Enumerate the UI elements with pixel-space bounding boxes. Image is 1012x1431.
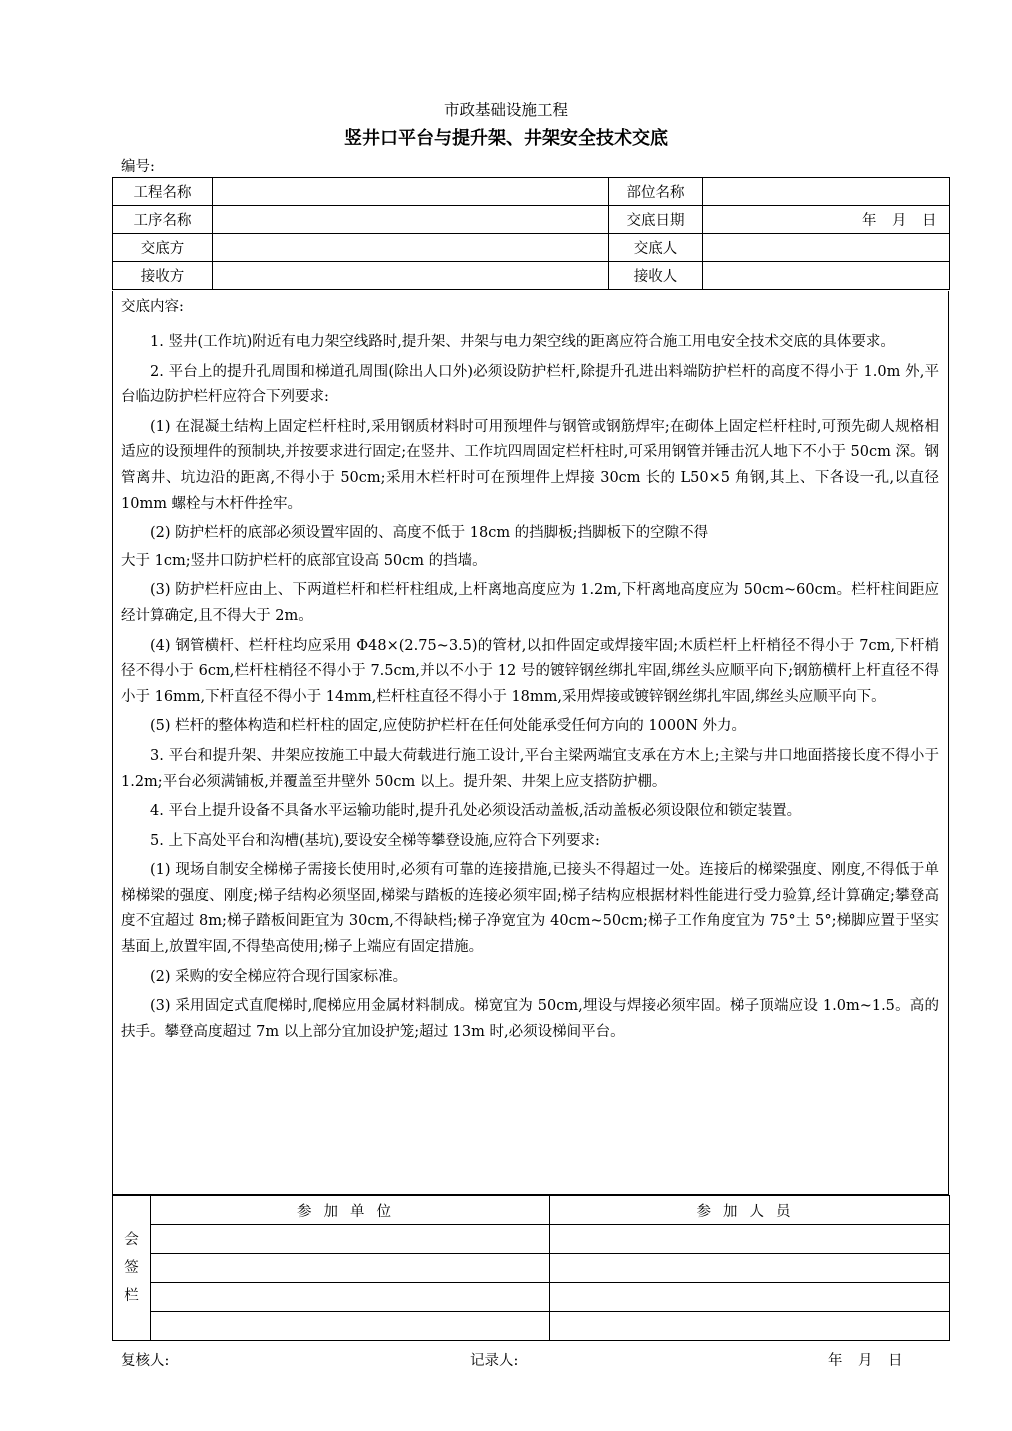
part-name-field[interactable] bbox=[703, 178, 950, 206]
content-paragraph: (5) 栏杆的整体构造和栏杆柱的固定,应使防护栏杆在任何处能承受任何方向的 1000N 外力。 bbox=[150, 718, 747, 735]
receiver-label: 接收人 bbox=[609, 262, 703, 290]
participating-people-field[interactable] bbox=[550, 1312, 950, 1341]
briefing-date-label: 交底日期 bbox=[609, 206, 703, 234]
giver-field[interactable] bbox=[703, 234, 950, 262]
table-row bbox=[113, 1254, 950, 1283]
table-row bbox=[113, 262, 950, 290]
process-name-label: 工序名称 bbox=[113, 206, 213, 234]
table-row bbox=[113, 1225, 950, 1254]
footer-date: 年 月 日 bbox=[828, 1353, 903, 1369]
table-row bbox=[113, 1196, 950, 1225]
reviewer-label: 复核人: bbox=[121, 1353, 170, 1369]
content-paragraph: (4) 钢管横杆、栏杆柱均应采用 Φ48×(2.75~3.5)的管材,以扣件固定或焊接牢固;木质栏杆上杆梢径不得小于 7cm,下杆梢径不得小于 6cm,栏杆柱梢径不得小于 7.5cm,并以不小于 12 号的镀锌钢丝绑扎牢固,绑丝头应顺平向下;钢筋横杆上杆直径不得小于 16mm,下杆直径不得小于 14mm,栏杆柱直径不得小于 18mm,采用焊接或镀锌钢丝绑扎牢固,绑丝头应顺平向下。 bbox=[121, 637, 939, 705]
participating-people-header: 参加人员 bbox=[550, 1196, 950, 1225]
table-row bbox=[113, 206, 950, 234]
content-paragraph: 3. 平台和提升架、井架应按施工中最大荷载进行施工设计,平台主梁两端宜支承在方木上;主梁与井口地面搭接长度不得小于 1.2m;平台必须满铺板,并覆盖至井壁外 50cm 以上。提升架、井架上应支搭防护棚。 bbox=[121, 747, 939, 790]
signoff-vertical-label: 会 签 栏 bbox=[113, 1196, 151, 1341]
participating-unit-field[interactable] bbox=[151, 1225, 550, 1254]
table-row bbox=[113, 1283, 950, 1312]
giver-side-field[interactable] bbox=[213, 234, 609, 262]
content-paragraph: 大于 1cm;竖井口防护栏杆的底部宜设高 50cm 的挡墙。 bbox=[121, 552, 487, 569]
giver-label: 交底人 bbox=[609, 234, 703, 262]
part-name-label: 部位名称 bbox=[609, 178, 703, 206]
content-paragraph: 4. 平台上提升设备不具备水平运输功能时,提升孔处必须设活动盖板,活动盖板必须设限位和锁定装置。 bbox=[150, 803, 802, 820]
table-row bbox=[113, 234, 950, 262]
participating-unit-field[interactable] bbox=[151, 1254, 550, 1283]
receiver-field[interactable] bbox=[703, 262, 950, 290]
project-name-field[interactable] bbox=[213, 178, 609, 206]
receiver-side-label: 接收方 bbox=[113, 262, 213, 290]
participating-people-field[interactable] bbox=[550, 1283, 950, 1312]
content-paragraph: (2) 防护栏杆的底部必须设置牢固的、高度不低于 18cm 的挡脚板;挡脚板下的空隙不得 bbox=[150, 525, 709, 542]
process-name-field[interactable] bbox=[213, 206, 609, 234]
serial-number-label: 编号: bbox=[121, 159, 155, 175]
content-heading: 交底内容: bbox=[121, 299, 184, 315]
content-paragraph: 1. 竖井(工作坑)附近有电力架空线路时,提升架、井架与电力架空线的距离应符合施工用电安全技术交底的具体要求。 bbox=[150, 334, 895, 350]
participating-people-field[interactable] bbox=[550, 1254, 950, 1283]
content-body bbox=[121, 330, 939, 1049]
participating-unit-field[interactable] bbox=[151, 1283, 550, 1312]
table-row bbox=[113, 1312, 950, 1341]
briefing-date-field[interactable]: 年 月 日 bbox=[703, 206, 950, 234]
content-paragraph: (3) 防护栏杆应由上、下两道栏杆和栏杆柱组成,上杆离地高度应为 1.2m,下杆离地高度应为 50cm~60cm。栏杆柱间距应经计算确定,且不得大于 2m。 bbox=[121, 582, 939, 624]
giver-side-label: 交底方 bbox=[113, 234, 213, 262]
content-paragraph: 2. 平台上的提升孔周围和梯道孔周围(除出人口外)必须设防护栏杆,除提升孔进出料端防护栏杆的高度不得小于 1.0m 外,平台临边防护栏杆应符合下列要求: bbox=[121, 363, 939, 406]
table-row bbox=[113, 178, 950, 206]
participating-people-field[interactable] bbox=[550, 1225, 950, 1254]
content-paragraph: (1) 现场自制安全梯梯子需接长使用时,必须有可靠的连接措施,已接头不得超过一处。连接后的梯梁强度、刚度,不得低于单梯梯梁的强度、刚度;梯子结构必须坚固,梯梁与踏板的连接必须牢固;梯子结构应根据材料性能进行受力验算,经计算确定;攀登高度不宜超过 8m;梯子踏板间距宜为 30cm,不得缺档;梯子净宽宜为 40cm~50cm;梯子工作角度宜为 75°土 5°;梯脚应置于坚实基面上,放置牢固,不得垫高使用;梯子上端应有固定措施。 bbox=[121, 862, 939, 956]
recorder-label: 记录人: bbox=[470, 1353, 519, 1369]
receiver-side-field[interactable] bbox=[213, 262, 609, 290]
info-table bbox=[112, 177, 950, 290]
content-paragraph: (1) 在混凝土结构上固定栏杆柱时,采用钢质材料时可用预埋件与钢管或钢筋焊牢;在砌体上固定栏杆柱时,可预先砌人规格相适应的设预埋件的预制块,并按要求进行固定;在竖井、工作坑四周固定栏杆柱时,可采用钢管并锤击沉人地下不小于 50cm 深。钢管离井、坑边沿的距离,不得小于 50cm;采用木栏杆时可在预埋件上焊接 30cm 长的 L50×5 角钢,其上、下各设一孔,以直径 10mm 螺栓与木杆件拴牢。 bbox=[121, 418, 939, 512]
participating-unit-header: 参加单位 bbox=[151, 1196, 550, 1225]
participating-unit-field[interactable] bbox=[151, 1312, 550, 1341]
project-name-label: 工程名称 bbox=[113, 178, 213, 206]
content-paragraph: (2) 采购的安全梯应符合现行国家标准。 bbox=[150, 968, 408, 985]
document-subtitle: 市政基础设施工程 bbox=[443, 101, 568, 119]
document-title: 竖井口平台与提升架、井架安全技术交底 bbox=[344, 128, 668, 149]
content-paragraph: 5. 上下高处平台和沟槽(基坑),要设安全梯等攀登设施,应符合下列要求: bbox=[150, 832, 600, 849]
content-paragraph: (3) 采用固定式直爬梯时,爬梯应用金属材料制成。梯宽宜为 50cm,埋设与焊接必须牢固。梯子顶端应设 1.0m~1.5。高的扶手。攀登高度超过 7m 以上部分宜加设护笼;超过 13m 时,必须设梯间平台。 bbox=[121, 998, 939, 1040]
signoff-table bbox=[112, 1195, 950, 1341]
